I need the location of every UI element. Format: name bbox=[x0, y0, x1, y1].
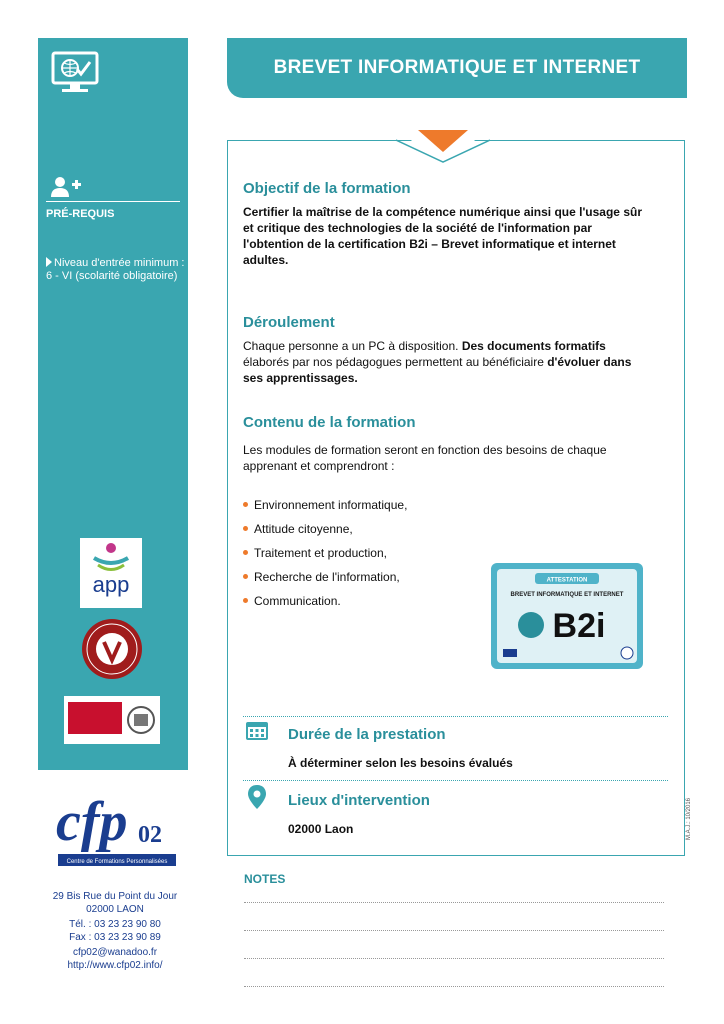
voltaire-certification-logo bbox=[81, 618, 143, 680]
sidebar-divider bbox=[46, 201, 180, 202]
list-item bbox=[243, 522, 407, 546]
cfp-logo-number: 02 bbox=[138, 822, 162, 848]
divider bbox=[243, 780, 668, 781]
prereq-text-value: Niveau d'entrée minimum : 6 - VI (scolarité obligatoire) bbox=[46, 257, 185, 282]
duree-title: Durée de la prestation bbox=[288, 726, 446, 743]
arrow-right-icon bbox=[46, 257, 52, 267]
bullet-icon bbox=[243, 598, 248, 603]
cfp02-logo bbox=[52, 782, 182, 877]
app-logo-text: app bbox=[92, 572, 130, 597]
list-item-label: Attitude citoyenne, bbox=[254, 522, 353, 536]
objectif-title: Objectif de la formation bbox=[243, 180, 411, 197]
list-item-label: Environnement informatique, bbox=[254, 498, 408, 512]
list-item bbox=[243, 594, 407, 618]
app-logo bbox=[80, 538, 142, 608]
notes-title: NOTES bbox=[244, 872, 286, 886]
objectif-text: Certifier la maîtrise de la compétence numérique ainsi que l'usage sûr et critique des technologies de la société de l'information par l'obtention de la certification B2i – Brevet informatique et internet adultes. bbox=[243, 205, 642, 267]
sidebar bbox=[38, 38, 188, 770]
badge-logo: B2i bbox=[552, 607, 606, 645]
phone: Tél. : 03 23 23 90 80 bbox=[69, 919, 161, 930]
deroulement-text-b: Des documents formatifs bbox=[461, 339, 606, 353]
email-link[interactable]: cfp02@wanadoo.fr bbox=[72, 947, 158, 958]
prereq-text bbox=[46, 257, 186, 283]
update-code: M.A.J.: 10/2016 bbox=[686, 797, 692, 840]
deroulement-text bbox=[243, 338, 641, 386]
badge-line: BREVET INFORMATIQUE ET INTERNET bbox=[510, 592, 624, 598]
note-line bbox=[244, 958, 664, 959]
bullet-icon bbox=[243, 502, 248, 507]
list-item bbox=[243, 498, 407, 522]
lieux-value: 02000 Laon bbox=[288, 822, 354, 836]
calendar-icon bbox=[246, 720, 268, 740]
cfp-logo-tagline: Centre de Formations Personnalisées bbox=[66, 859, 168, 865]
page-title: BREVET INFORMATIQUE ET INTERNET bbox=[227, 38, 687, 98]
note-line bbox=[244, 986, 664, 987]
bullet-icon bbox=[243, 526, 248, 531]
note-line bbox=[244, 930, 664, 931]
deroulement-text-d: d'évoluer dans ses apprentissages. bbox=[243, 355, 632, 385]
address-line-2: 02000 LAON bbox=[86, 904, 144, 915]
bullet-icon bbox=[243, 574, 248, 579]
contenu-intro: Les modules de formation seront en fonction des besoins de chaque apprenant et comprendront : bbox=[243, 443, 607, 473]
bureau-veritas-logo bbox=[64, 696, 160, 744]
contact-address bbox=[30, 890, 200, 972]
prereq-heading: PRÉ-REQUIS bbox=[46, 208, 115, 220]
list-item-label: Recherche de l'information, bbox=[254, 570, 400, 584]
b2i-attestation-badge bbox=[491, 563, 643, 669]
duree-value: À déterminer selon les besoins évalués bbox=[288, 756, 513, 770]
deroulement-text-c: élaborés par nos pédagogues permettent au bénéficiaire bbox=[243, 355, 548, 369]
location-pin-icon bbox=[248, 785, 266, 809]
deroulement-title: Déroulement bbox=[243, 314, 335, 331]
badge-ribbon: ATTESTATION bbox=[546, 577, 588, 584]
address-line-1: 29 Bis Rue du Point du Jour bbox=[52, 891, 178, 902]
orange-notch-arrow bbox=[396, 130, 490, 164]
contenu-list bbox=[243, 498, 407, 618]
bullet-icon bbox=[243, 550, 248, 555]
lieux-title: Lieux d'intervention bbox=[288, 792, 430, 809]
cfp-logo-text: cfp bbox=[56, 791, 128, 853]
fax: Fax : 03 23 23 90 89 bbox=[69, 932, 161, 943]
note-line bbox=[244, 902, 664, 903]
list-item bbox=[243, 570, 407, 594]
divider bbox=[243, 716, 668, 717]
list-item bbox=[243, 546, 407, 570]
monitor-globe-icon bbox=[50, 50, 100, 96]
list-item-label: Traitement et production, bbox=[254, 546, 387, 560]
website-link[interactable]: http://www.cfp02.info/ bbox=[67, 960, 163, 971]
contenu-title: Contenu de la formation bbox=[243, 414, 416, 431]
user-plus-icon bbox=[50, 176, 82, 198]
deroulement-text-a: Chaque personne a un PC à disposition. bbox=[243, 339, 462, 353]
list-item-label: Communication. bbox=[254, 594, 341, 608]
